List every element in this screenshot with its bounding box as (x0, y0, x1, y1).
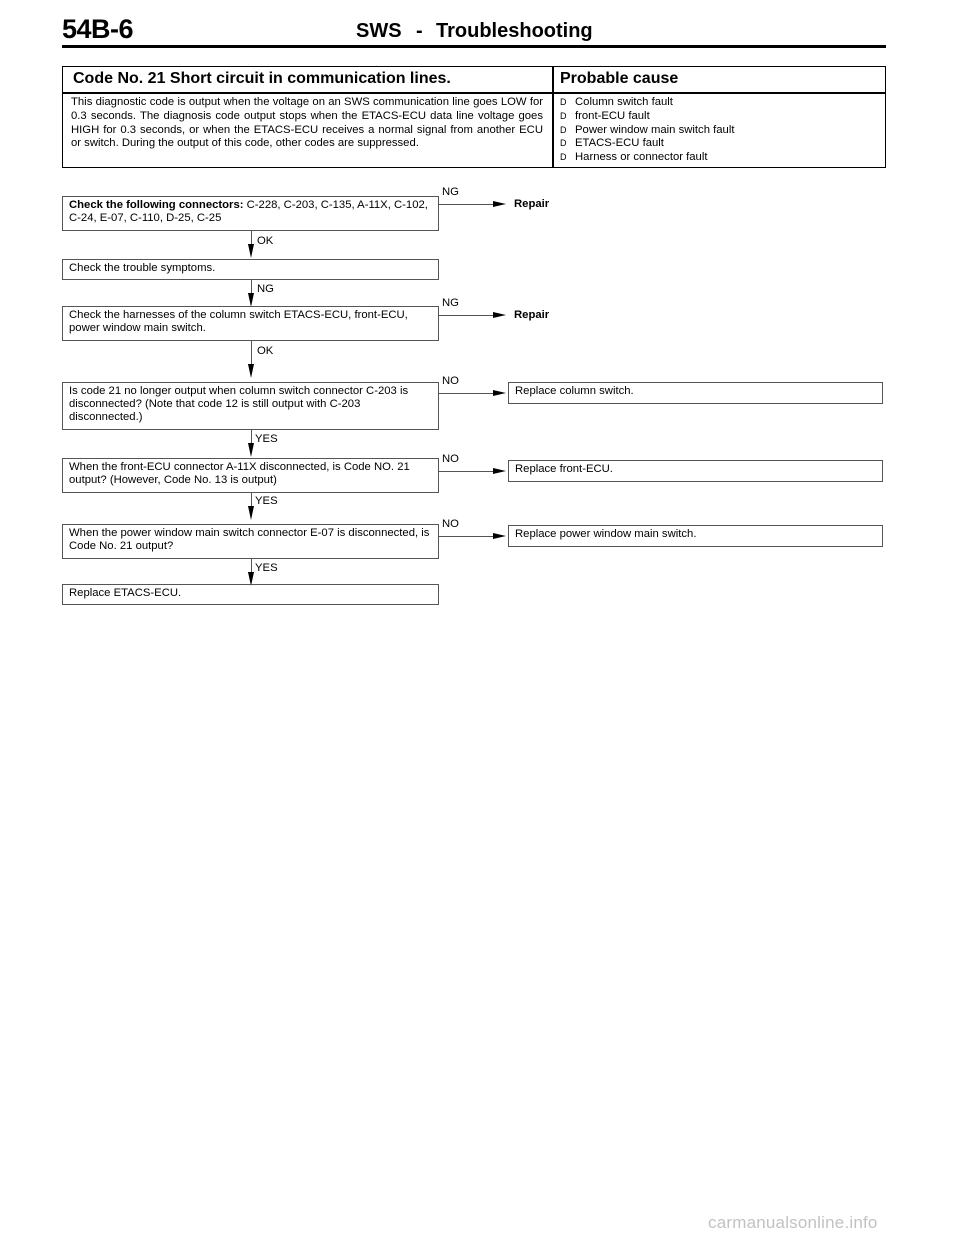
flow-connector (439, 471, 495, 472)
flow-connector (439, 315, 495, 316)
bullet-icon: D (560, 110, 567, 121)
arrow-down-icon (248, 293, 254, 307)
flow-connector (251, 430, 252, 444)
flow-step-replace-etacs-ecu: Replace ETACS-ECU. (62, 584, 439, 605)
arrow-down-icon (248, 443, 254, 457)
flow-label-no: NO (442, 518, 459, 530)
flow-label-no: NO (442, 453, 459, 465)
page-number: 54B-6 (62, 14, 134, 44)
section-separator: - (416, 20, 423, 42)
arrow-down-icon (248, 506, 254, 520)
flow-step-check-connectors: Check the following connectors: C-228, C-203, C-135, A-11X, C-102, C-24, E-07, C-110, D-25, C-25 (62, 196, 439, 231)
flow-connector (251, 341, 252, 365)
arrow-down-icon (248, 244, 254, 258)
flow-label-ok: OK (257, 345, 274, 357)
list-item: D Column switch fault (560, 96, 673, 108)
flow-connector (439, 393, 495, 394)
arrow-right-icon (493, 533, 506, 539)
bullet-icon: D (560, 124, 567, 135)
flow-connector (251, 231, 252, 245)
list-item: D Harness or connector fault (560, 151, 708, 164)
list-item: D front-ECU fault (560, 109, 650, 122)
flow-result-repair: Repair (514, 198, 550, 210)
arrow-right-icon (493, 390, 506, 396)
flow-connector (251, 493, 252, 507)
flow-label-ng: NG (442, 186, 459, 198)
flow-step-disconnect-c203: Is code 21 no longer output when column switch connector C-203 is disconnected? (Note that code 12 is still output with C-203 disconnected.) (62, 382, 439, 430)
code-title: Code No. 21 Short circuit in communication lines. (73, 70, 451, 87)
flow-result-replace-power-window-switch: Replace power window main switch. (508, 525, 883, 547)
header-rule (62, 45, 886, 48)
flow-connector (251, 280, 252, 294)
bullet-icon: D (560, 138, 567, 149)
flow-label-ng: NG (442, 297, 459, 309)
arrow-right-icon (493, 201, 506, 207)
probable-cause-list (560, 96, 734, 165)
probable-cause-title: Probable cause (560, 70, 679, 87)
flow-label-ok: OK (257, 235, 274, 247)
watermark-text: carmanualsonline.info (708, 1213, 878, 1232)
code-info-table (62, 66, 886, 168)
table-header-rule (63, 92, 885, 94)
list-item: D ETACS-ECU fault (560, 137, 664, 150)
code-description: This diagnostic code is output when the voltage on an SWS communication line goes LOW for 0.3 seconds. The diagnosis code output stops when the ETACS-ECU data line voltage goes HIGH for 0.3 seconds, or when the ETACS-ECU receives a normal signal from another ECU or switch. During the output of this code, other codes are suppressed. (71, 96, 543, 150)
flow-result-replace-front-ecu: Replace front-ECU. (508, 460, 883, 482)
arrow-right-icon (493, 468, 506, 474)
flow-result-repair: Repair (514, 309, 550, 321)
flow-connector (251, 559, 252, 573)
subsection-title: Troubleshooting (436, 20, 593, 42)
flow-step-check-symptoms: Check the trouble symptoms. (62, 259, 439, 280)
flow-label-yes: YES (255, 495, 278, 507)
flow-result-replace-column-switch: Replace column switch. (508, 382, 883, 404)
list-item: D Power window main switch fault (560, 123, 735, 136)
flow-connector (439, 204, 495, 205)
flow-connector (439, 536, 495, 537)
flow-label-no: NO (442, 375, 459, 387)
flow-label-yes: YES (255, 433, 278, 445)
section-title: SWS (356, 20, 402, 42)
table-column-rule (552, 67, 554, 167)
arrow-right-icon (493, 312, 506, 318)
flow-step-disconnect-e07: When the power window main switch connector E-07 is disconnected, is Code No. 21 output? (62, 524, 439, 559)
bullet-icon: D (560, 97, 567, 107)
arrow-down-icon (248, 364, 254, 378)
flow-step-disconnect-a11x: When the front-ECU connector A-11X disconnected, is Code NO. 21 output? (However, Code No. 13 is output) (62, 458, 439, 493)
flow-label-ng: NG (257, 283, 274, 295)
flow-step-check-harnesses: Check the harnesses of the column switch ETACS-ECU, front-ECU, power window main switch. (62, 306, 439, 341)
bullet-icon: D (560, 152, 567, 163)
flow-label-yes: YES (255, 562, 278, 574)
